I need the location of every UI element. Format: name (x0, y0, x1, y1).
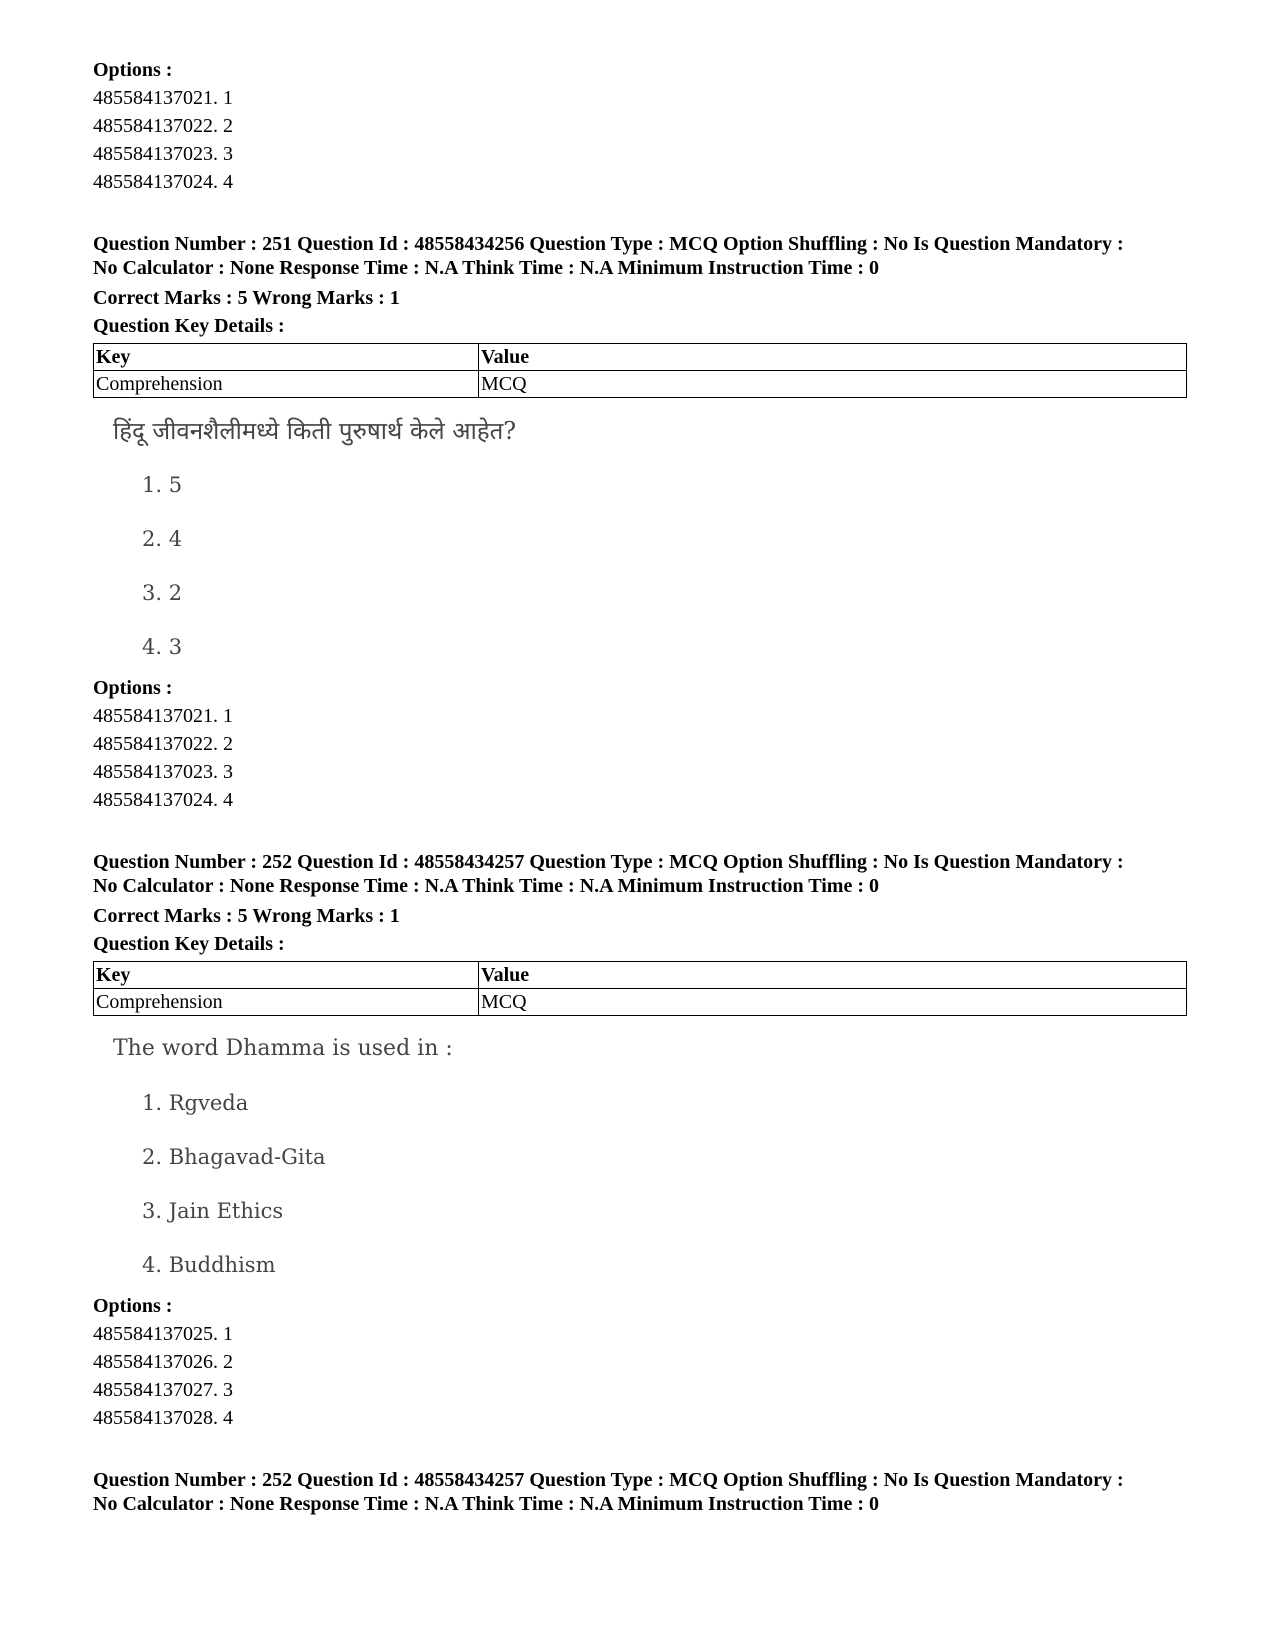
choice-item: 3. 2 (142, 581, 183, 605)
question-header-line1: Question Number : 251 Question Id : 48558434256 Question Type : MCQ Option Shuffling : No Is Question Mandatory : (93, 233, 1124, 255)
key-details-label: Question Key Details : (93, 933, 285, 955)
options-label: Options : (93, 677, 173, 699)
table-cell-key: Comprehension (94, 989, 479, 1016)
options-block (93, 1292, 1183, 1432)
question-header-line2: No Calculator : None Response Time : N.A Think Time : N.A Minimum Instruction Time : 0 (93, 1493, 879, 1515)
question-252 (93, 850, 1183, 1432)
option-item: 485584137021. 1 (93, 705, 233, 727)
option-item: 485584137022. 2 (93, 115, 233, 137)
options-label: Options : (93, 1295, 173, 1317)
document-page (93, 56, 1183, 1516)
question-header-line1: Question Number : 252 Question Id : 48558434257 Question Type : MCQ Option Shuffling : No Is Question Mandatory : (93, 851, 1124, 873)
options-block (93, 674, 1183, 814)
options-label: Options : (93, 59, 173, 81)
table-cell-value: MCQ (479, 989, 1187, 1016)
question-text: The word Dhamma is used in : (113, 1036, 453, 1061)
question-251 (93, 232, 1183, 814)
marks-line: Correct Marks : 5 Wrong Marks : 1 (93, 287, 400, 309)
choice-item: 1. 5 (142, 473, 183, 497)
option-item: 485584137027. 3 (93, 1379, 233, 1401)
choice-item: 3. Jain Ethics (142, 1199, 284, 1223)
key-details-label: Question Key Details : (93, 315, 285, 337)
option-item: 485584137024. 4 (93, 171, 233, 193)
question-header-line2: No Calculator : None Response Time : N.A Think Time : N.A Minimum Instruction Time : 0 (93, 875, 879, 897)
option-item: 485584137024. 4 (93, 789, 233, 811)
option-item: 485584137026. 2 (93, 1351, 233, 1373)
table-header-key: Key (94, 962, 479, 989)
table-header-row (94, 344, 1187, 371)
table-header-value: Value (479, 344, 1187, 371)
table-header-key: Key (94, 344, 479, 371)
option-item: 485584137025. 1 (93, 1323, 233, 1345)
option-item: 485584137021. 1 (93, 87, 233, 109)
question-image (113, 398, 1183, 662)
table-row (94, 989, 1187, 1016)
option-item: 485584137022. 2 (93, 733, 233, 755)
table-header-row (94, 962, 1187, 989)
question-header-line2: No Calculator : None Response Time : N.A Think Time : N.A Minimum Instruction Time : 0 (93, 257, 879, 279)
question-image (113, 1016, 1183, 1280)
choice-item: 4. Buddhism (142, 1253, 276, 1277)
question-header-line1: Question Number : 252 Question Id : 48558434257 Question Type : MCQ Option Shuffling : No Is Question Mandatory : (93, 1469, 1124, 1491)
option-item: 485584137023. 3 (93, 761, 233, 783)
question-252-repeat (93, 1468, 1183, 1516)
choice-item: 2. Bhagavad-Gita (142, 1145, 326, 1169)
table-header-value: Value (479, 962, 1187, 989)
key-details-table (93, 961, 1187, 1016)
choice-item: 4. 3 (142, 635, 183, 659)
choice-item: 1. Rgveda (142, 1091, 249, 1115)
table-cell-value: MCQ (479, 371, 1187, 398)
key-details-table (93, 343, 1187, 398)
table-row (94, 371, 1187, 398)
option-item: 485584137023. 3 (93, 143, 233, 165)
options-block (93, 56, 1183, 196)
marks-line: Correct Marks : 5 Wrong Marks : 1 (93, 905, 400, 927)
choice-item: 2. 4 (142, 527, 183, 551)
option-item: 485584137028. 4 (93, 1407, 233, 1429)
table-cell-key: Comprehension (94, 371, 479, 398)
question-text: हिंदू जीवनशैलीमध्ये किती पुरुषार्थ केले आहेत? (113, 417, 517, 445)
